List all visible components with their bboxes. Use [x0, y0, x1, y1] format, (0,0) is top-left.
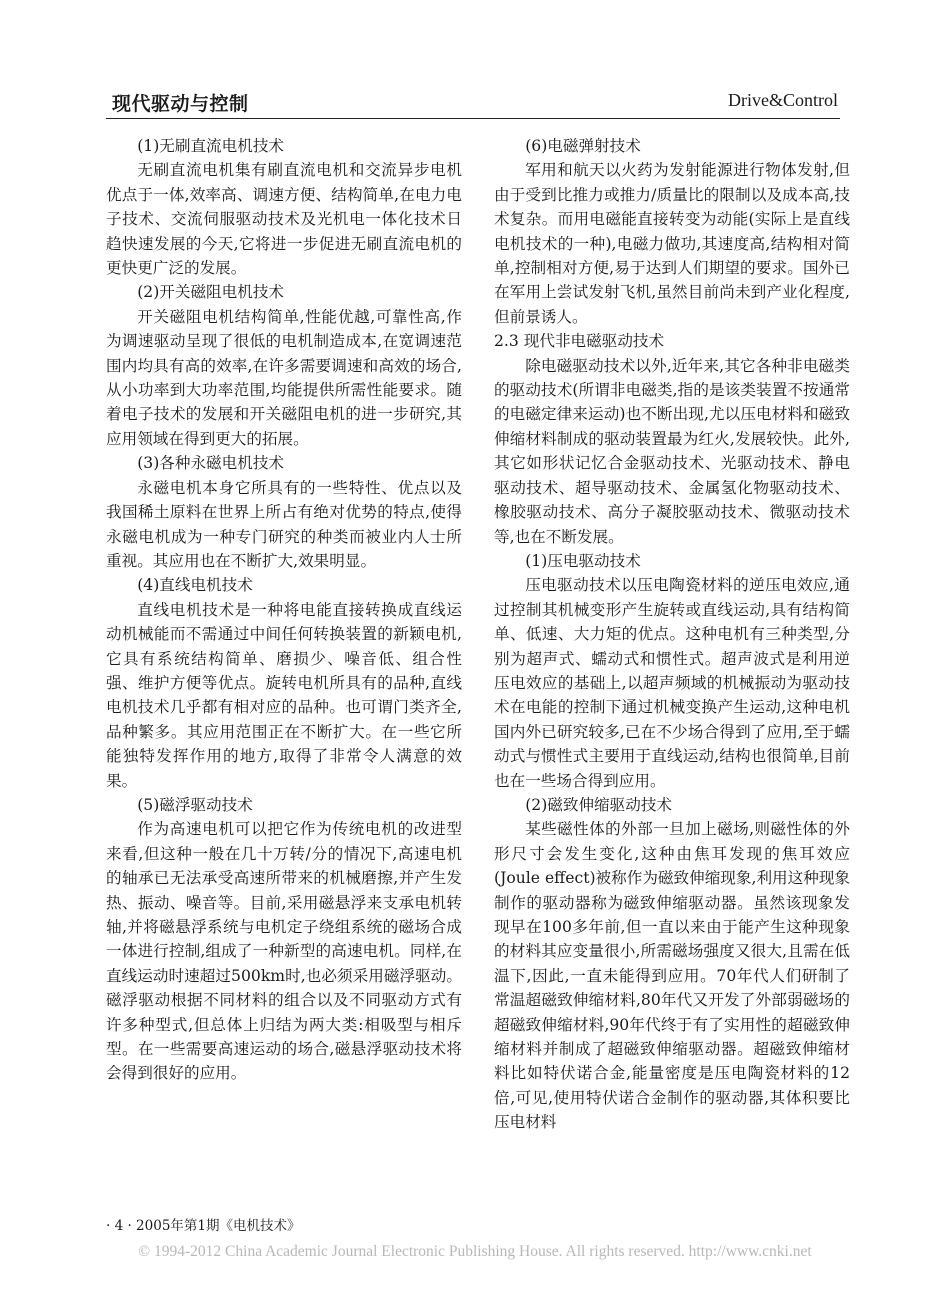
subsection-heading: (3)各种永磁电机技术 [137, 454, 285, 473]
subsection-heading: (2)磁致伸缩驱动技术 [525, 795, 673, 814]
paragraph: 作为高速电机可以把它作为传统电机的改进型来看,但这种一般在几十万转/分的情况下,高速电机的轴承已无法承受高速所带来的机械磨擦,并产生发热、振动、噪音等。目前,采用磁悬浮来支承电机转轴,并将磁悬浮系统与电机定子绕组系统的磁场合成一体进行控制,组成了一种新型的高速电机。同样,在直线运动时速超过500km时,也必须采用磁浮驱动。磁浮驱动根据不同材料的组合以及不同驱动方式有许多种型式,但总体上归结为两大类:相吸型与相斥型。在一些需要高速运动的场合,磁悬浮驱动技术将会得到很好的应用。 [106, 820, 462, 1083]
page-footer: · 4 · 2005年第1期《电机技术》 [106, 1218, 301, 1234]
subsection-heading: (1)无刷直流电机技术 [137, 137, 285, 155]
paragraph: 开关磁阻电机结构简单,性能优越,可靠性高,作为调速驱动呈现了很低的电机制造成本,在宽调速范围内均具有高的效率,在许多需要调速和高效的场合,从小功率到大功率范围,均能提供所需性能要求。随着电子技术的发展和开关磁阻电机的进一步研究,其应用领域在得到更大的拓展。 [106, 307, 462, 448]
journal-section-title-en: Drive&Control [728, 90, 838, 110]
section-heading: 2.3 现代非电磁驱动技术 [494, 332, 665, 351]
paragraph: 永磁电机本身它所具有的一些特性、优点以及我国稀土原料在世界上所占有绝对优势的特点,使得永磁电机成为一种专门研究的种类而被业内人士所重视。其应用也在不断扩大,效果明显。 [106, 478, 462, 570]
subsection-heading: (5)磁浮驱动技术 [137, 795, 253, 814]
copyright-watermark: © 1994-2012 China Academic Journal Electronic Publishing House. All rights reserved. http://www.cnki.net [138, 1243, 812, 1260]
paragraph: 无刷直流电机集有刷直流电机和交流异步电机优点于一体,效率高、调速方便、结构简单,在电力电子技术、交流伺服驱动技术及光机电一体化技术日趋快速发展的今天,它将进一步促进无刷直流电机的更快更广泛的发展。 [106, 161, 462, 278]
paragraph: 除电磁驱动技术以外,近年来,其它各种非电磁类的驱动技术(所谓非电磁类,指的是该类装置不按通常的电磁定律来运动)也不断出现,尤以压电材料和磁致伸缩材料制成的驱动装置最为红火,发展较快。此外,其它如形状记忆合金驱动技术、光驱动技术、静电驱动技术、超导驱动技术、金属氢化物驱动技术、橡胶驱动技术、高分子凝胶驱动技术、微驱动技术等,也在不断发展。 [494, 356, 850, 546]
paragraph: 压电驱动技术以压电陶瓷材料的逆压电效应,通过控制其机械变形产生旋转或直线运动,具有结构简单、低速、大力矩的优点。这种电机有三种类型,分别为超声式、蠕动式和惯性式。超声波式是利用逆压电效应的基础上,以超声频域的机械振动为驱动技术在电能的控制下通过机械变换产生运动,这种电机国内外已研究较多,已在不少场合得到了应用,至于蠕动式与惯性式主要用于直线运动,结构也很简单,目前也在一些场合得到应用。 [494, 576, 850, 790]
subsection-heading: (6)电磁弹射技术 [525, 137, 641, 155]
subsection-heading: (1)压电驱动技术 [525, 551, 641, 570]
running-header [106, 84, 840, 119]
subsection-heading: (4)直线电机技术 [137, 576, 253, 595]
paragraph: 军用和航天以火药为发射能源进行物体发射,但由于受到比推力或推力/质量比的限制以及成本高,技术复杂。而用电磁能直接转变为动能(实际上是直线电机技术的一种),电磁力做功,其速度高,结构相对简单,控制相对方便,易于达到人们期望的要求。国外已在军用上尝试发射飞机,虽然目前尚未到产业化程度,但前景诱人。 [494, 161, 850, 326]
left-column [106, 134, 462, 1086]
journal-section-title: 现代驱动与控制 [112, 93, 249, 115]
paragraph: 直线电机技术是一种将电能直接转换成直线运动机械能而不需通过中间任何转换装置的新颖电机,它具有系统结构简单、磨损少、噪音低、组合性强、维护方便等优点。旋转电机所具有的品种,直线电机技术几乎都有相对应的品种。也可谓门类齐全,品种繁多。其应用范围正在不断扩大。在一些它所能独特发挥作用的地方,取得了非常令人满意的效果。 [106, 600, 462, 790]
paragraph: 某些磁性体的外部一旦加上磁场,则磁性体的外形尺寸会发生变化,这种由焦耳发现的焦耳效应(Joule effect)被称作为磁致伸缩现象,利用这种现象制作的驱动器称为磁致伸缩驱动器。虽然该现象发现早在100多年前,但一直以来由于能产生这种现象的材料其应变量很小,所需磁场强度又很大,且需在低温下,因此,一直未能得到应用。70年代人们研制了常温超磁致伸缩材料,80年代又开发了外部弱磁场的超磁致伸缩材料,90年代终于有了实用性的超磁致伸缩材料并制成了超磁致伸缩驱动器。超磁致伸缩材料比如特伏诺合金,能量密度是压电陶瓷材料的12倍,可见,使用特伏诺合金制作的驱动器,其体积要比压电材料 [494, 820, 851, 1132]
subsection-heading: (2)开关磁阻电机技术 [137, 283, 285, 302]
right-column [494, 134, 850, 1135]
